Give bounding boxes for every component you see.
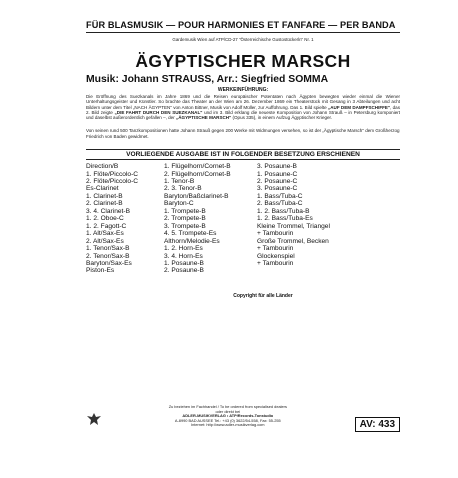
instrument-part: 1. 2. Horn-Es bbox=[164, 245, 203, 253]
instrument-column-1 bbox=[86, 163, 164, 275]
instrument-part: Kleine Trommel, Triangel bbox=[257, 222, 330, 230]
instrument-part: Glockenspiel bbox=[257, 252, 295, 260]
instrument-part: 2. Posaune-B bbox=[164, 267, 204, 275]
intro-part-2: , das 2. Bild zeigte bbox=[86, 104, 400, 115]
catalog-number: AV: 433 bbox=[355, 417, 400, 432]
instrument-part: 1. 2. Bass/Tuba-Es bbox=[257, 215, 313, 223]
instrument-part: 3. 4. Horn-Es bbox=[164, 252, 203, 260]
page-title: ÄGYPTISCHER MARSCH bbox=[135, 51, 351, 71]
intro-heading: WERKEINFÜHRUNG: bbox=[217, 87, 269, 93]
instrument-part: 4. 5. Trompete-Es bbox=[164, 230, 217, 238]
instrument-part: 1. Flöte/Piccolo-C bbox=[86, 170, 139, 178]
instrument-part: Es-Clarinet bbox=[86, 185, 119, 193]
composer-arranger-credits: Musik: Johann STRAUSS, Arr.: Siegfried SOMMA bbox=[86, 74, 329, 85]
instrument-part: + Tambourin bbox=[257, 245, 294, 253]
publisher-info bbox=[105, 405, 351, 428]
instrument-part: 1. Tenor-B bbox=[164, 177, 195, 185]
header-rule bbox=[86, 32, 400, 33]
instrument-part: 1. Flügelhorn/Cornet-B bbox=[164, 163, 231, 171]
publisher-website[interactable]: Internet: http://www.adler-musikverlag.com bbox=[191, 422, 265, 428]
instrumentation-list bbox=[86, 163, 400, 275]
series-banner: FÜR BLASMUSIK — POUR HARMONIES ET FANFARE — PER BANDA bbox=[86, 20, 396, 30]
publisher-footer bbox=[86, 405, 400, 432]
instrument-part: 2. Flöte/Piccolo-C bbox=[86, 177, 139, 185]
instrument-part: 2. Flügelhorn/Cornet-B bbox=[164, 170, 231, 178]
instrumentation-heading: VORLIEGENDE AUSGABE IST IN FOLGENDER BESETZUNG ERSCHIENEN bbox=[86, 149, 400, 160]
copyright-notice: Copyright für alle Länder bbox=[233, 292, 293, 299]
instrument-part: 1. 2. Bass/Tuba-B bbox=[257, 207, 310, 215]
intro-part-3: und im 3. Bild erklang die neueste Komposition von Johann Strauß – in Petersburg komponiert und daselbst außerordentlich gefallen –, der bbox=[86, 109, 401, 121]
order-note: Zu beziehen im Fachhandel / To be ordered from specialised dealers bbox=[168, 404, 287, 409]
intro-part-4: (Opus 335), in einem Aufzug Ägyptischer Krieger. bbox=[232, 115, 333, 121]
instrument-column-2 bbox=[164, 163, 257, 275]
instrument-part: 3. Trompete-B bbox=[164, 222, 206, 230]
instrument-part: 2. Alt/Sax-Es bbox=[86, 237, 124, 245]
instrument-part: Baryton/Baßclarinet-B bbox=[164, 192, 229, 200]
intro-bold-2: „DIE FAHRT DURCH DEN SUEZKANAL" bbox=[114, 109, 203, 115]
instrument-part: Althorn/Melodie-Es bbox=[164, 237, 220, 245]
intro-bold-1: „AUF DEM DAMPFSCHIFFE" bbox=[328, 104, 391, 110]
instrument-part: 1. Posaune-B bbox=[164, 259, 204, 267]
intro-text bbox=[86, 94, 400, 120]
instrument-part: 2. 3. Tenor-B bbox=[164, 185, 202, 193]
instrument-part: 1. Alt/Sax-Es bbox=[86, 230, 124, 238]
instrument-part: 1. 2. Oboe-C bbox=[86, 215, 124, 223]
instrument-part: 2. Trompete-B bbox=[164, 215, 206, 223]
instrument-part: 1. Posaune-C bbox=[257, 170, 298, 178]
instrument-part: 3. 4. Clarinet-B bbox=[86, 207, 130, 215]
instrument-part: Direction/B bbox=[86, 163, 119, 171]
instrument-part: 1. Trompete-B bbox=[164, 207, 206, 215]
order-direct: oder direkt bei bbox=[215, 408, 241, 414]
publisher-address: A-8990 BAD AUSSEE Tel.: +43 (0) 3622/54-558, Fax: 55-255 bbox=[174, 417, 281, 423]
publisher-name: ADLER-MUSIKVERLAG • ATP/Records-Tonstudio bbox=[182, 413, 274, 419]
instrument-part: 2. Bass/Tuba-C bbox=[257, 200, 303, 208]
instrument-part: 2. Tenor/Sax-B bbox=[86, 252, 130, 260]
intro-part-1: Die Eröffnung des Suezkanals im Jahre 1869 und die Reisen europäischer Potentaten nach Ägypten bewegten wieder einmal die Wiener Unterhaltungsgeister und Künstler. So brachte das Theater an der Wien am 26. Dezember 1869 ein Theaterstück mit Gesang in 3 Abteilungen und acht Bildern unter dem Titel „NACH ÄGYPTEN" von Anton Bittner, Musik von Adolf Müller, zur Aufführung. Das 1. Bild spielte bbox=[86, 94, 400, 110]
dedication-text: Von seinen rund 500 Tanzkompositionen hatte Johann Strauß gegen 200 Werke mit Widmungen versehen, so ist der „Ägyptische Marsch" dem Großherzog Friedrich von Baden gewidmet. bbox=[86, 128, 400, 139]
instrument-part: Baryton/Sax-Es bbox=[86, 259, 132, 267]
instrument-part: 1. 2. Fagott-C bbox=[86, 222, 127, 230]
eagle-logo-icon bbox=[86, 411, 102, 427]
instrument-part: + Tambourin bbox=[257, 230, 294, 238]
instrument-part: Große Trommel, Becken bbox=[257, 237, 329, 245]
intro-bold-3: „ÄGYPTISCHE MARSCH" bbox=[176, 115, 232, 121]
instrument-part: Baryton-C bbox=[164, 200, 194, 208]
instrument-part: 1. Clarinet-B bbox=[86, 192, 123, 200]
recording-note: Gardemusik Wien auf ATP/CD-27 "Österreichische Gustostückerln" Nr. 1 bbox=[172, 37, 314, 42]
instrument-part: 3. Posaune-C bbox=[257, 185, 298, 193]
instrument-column-3 bbox=[257, 163, 337, 275]
instrument-part: 2. Posaune-C bbox=[257, 177, 298, 185]
instrument-part: Piston-Es bbox=[86, 267, 115, 275]
instrument-part: 1. Bass/Tuba-C bbox=[257, 192, 303, 200]
instrument-part: 1. Tenor/Sax-B bbox=[86, 245, 130, 253]
instrument-part: + Tambourin bbox=[257, 259, 294, 267]
instrument-part: 2. Clarinet-B bbox=[86, 200, 123, 208]
instrument-part: 3. Posaune-B bbox=[257, 163, 297, 171]
